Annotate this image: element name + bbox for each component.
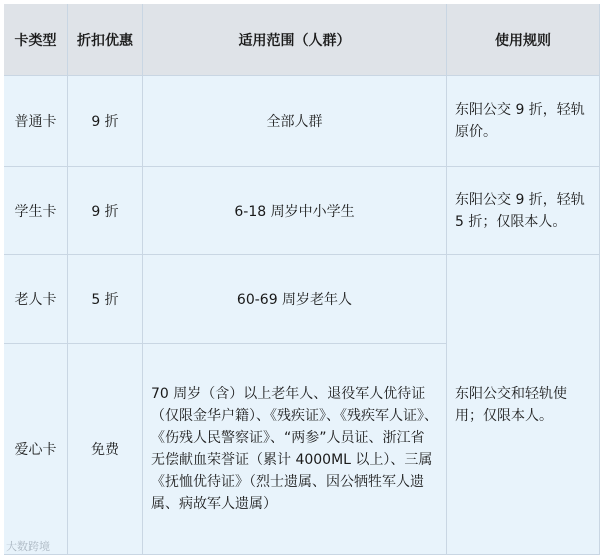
- cell-card-type: 爱心卡: [4, 344, 68, 555]
- header-card-type: 卡类型: [4, 4, 68, 76]
- cell-scope: 6-18 周岁中小学生: [143, 167, 447, 255]
- header-discount: 折扣优惠: [68, 4, 143, 76]
- cell-discount: 免费: [68, 344, 143, 555]
- header-rule: 使用规则: [447, 4, 600, 76]
- cell-card-type: 学生卡: [4, 167, 68, 255]
- cell-scope: 60-69 周岁老年人: [143, 255, 447, 344]
- cell-discount: 9 折: [68, 76, 143, 167]
- cell-card-type: 普通卡: [4, 76, 68, 167]
- cell-card-type: 老人卡: [4, 255, 68, 344]
- header-scope: 适用范围（人群）: [143, 4, 447, 76]
- cell-rule: 东阳公交 9 折，轻轨原价。: [447, 76, 600, 167]
- cell-scope: 全部人群: [143, 76, 447, 167]
- watermark: 大数跨境: [6, 540, 50, 553]
- cell-rule: 东阳公交 9 折，轻轨 5 折；仅限本人。: [447, 167, 600, 255]
- discount-table: [4, 4, 600, 555]
- cell-discount: 9 折: [68, 167, 143, 255]
- cell-rule-merged: 东阳公交和轻轨使用；仅限本人。: [447, 255, 600, 555]
- cell-scope: 70 周岁（含）以上老年人、退役军人优待证（仅限金华户籍）、《残疾证》、《残疾军人证》、《伤残人民警察证》、“两参”人员证、浙江省无偿献血荣誉证（累计 4000ML 以上）、三属《抚恤优待证》（烈士遗属、因公牺牲军人遗属、病故军人遗属）: [143, 344, 447, 555]
- cell-discount: 5 折: [68, 255, 143, 344]
